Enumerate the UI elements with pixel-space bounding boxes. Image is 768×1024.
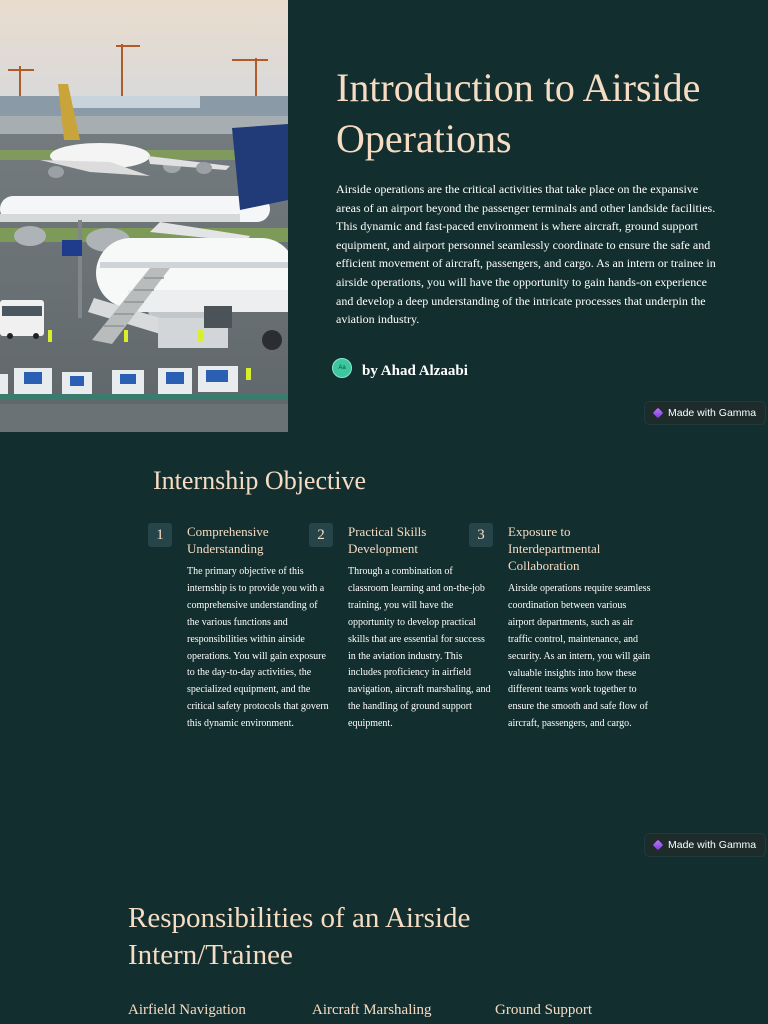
step-number: 2 (309, 523, 333, 547)
objective-heading: Practical Skills Development (348, 524, 427, 556)
gamma-logo-icon (653, 408, 664, 419)
page-title: Introduction to Airside Operations (336, 65, 701, 161)
section-title: Internship Objective (153, 466, 366, 495)
responsibility-heading: Airfield Navigation (128, 1002, 246, 1018)
objective-item (156, 523, 332, 733)
objective-heading: Exposure to Interdepartmental Collaboration (508, 524, 601, 573)
made-with-gamma-badge[interactable] (645, 834, 765, 856)
objective-text: Through a combination of classroom learning and on-the-job training, you will have the opportunity to develop practical skills that are essential for success in the aviation industry. This includes proficiency in airfield navigation, aircraft marshaling, and the handling of ground support equipment. (348, 566, 491, 730)
objective-slide (0, 432, 768, 864)
objective-item (317, 523, 493, 733)
intro-slide (0, 0, 768, 432)
objective-text: The primary objective of this internship is to provide you with a comprehensive understanding of the various functions and responsibilities within airside operations. You will gain exposure to the day-to-day activities, the specialized equipment, and the critical safety protocols that govern this dynamic environment. (187, 566, 329, 730)
intro-paragraph: Airside operations are the critical activities that take place on the expansive areas of an airport beyond the passenger terminals and other landside facilities. This dynamic and fast-paced environment is where aircraft, ground support equipment, and airport personnel seamlessly coordinate to ensure the safe and efficient movement of aircraft, passengers, and cargo. As an intern or trainee in airside operations, you will have the opportunity to gain hands-on experience and develop a deep understanding of the intricate processes that underpin the aviation industry. (336, 182, 716, 327)
section-title: Responsibilities of an Airside Intern/Trainee (128, 902, 471, 971)
responsibility-heading: Ground Support (495, 1002, 593, 1018)
objective-item (477, 523, 653, 733)
author-name: by Ahad Alzaabi (362, 362, 468, 379)
objective-heading: Comprehensive Understanding (187, 524, 269, 556)
badge-label: Made with Gamma (668, 407, 757, 419)
responsibility-heading: Aircraft Marshaling (312, 1002, 432, 1018)
responsibilities-slide (0, 864, 768, 1024)
made-with-gamma-badge[interactable] (645, 402, 765, 424)
avatar[interactable]: Aa (332, 358, 352, 378)
step-number: 1 (148, 523, 172, 547)
badge-label: Made with Gamma (668, 839, 757, 851)
step-number: 3 (469, 523, 493, 547)
gamma-logo-icon (653, 840, 664, 851)
hero-image (0, 0, 288, 432)
objective-text: Airside operations require seamless coordination between various airport departments, such as air traffic control, maintenance, and security. As an intern, you will gain valuable insights into how these different teams work together to ensure the smooth and safe flow of aircraft, passengers, and cargo. (508, 583, 651, 730)
author-byline (332, 356, 468, 380)
